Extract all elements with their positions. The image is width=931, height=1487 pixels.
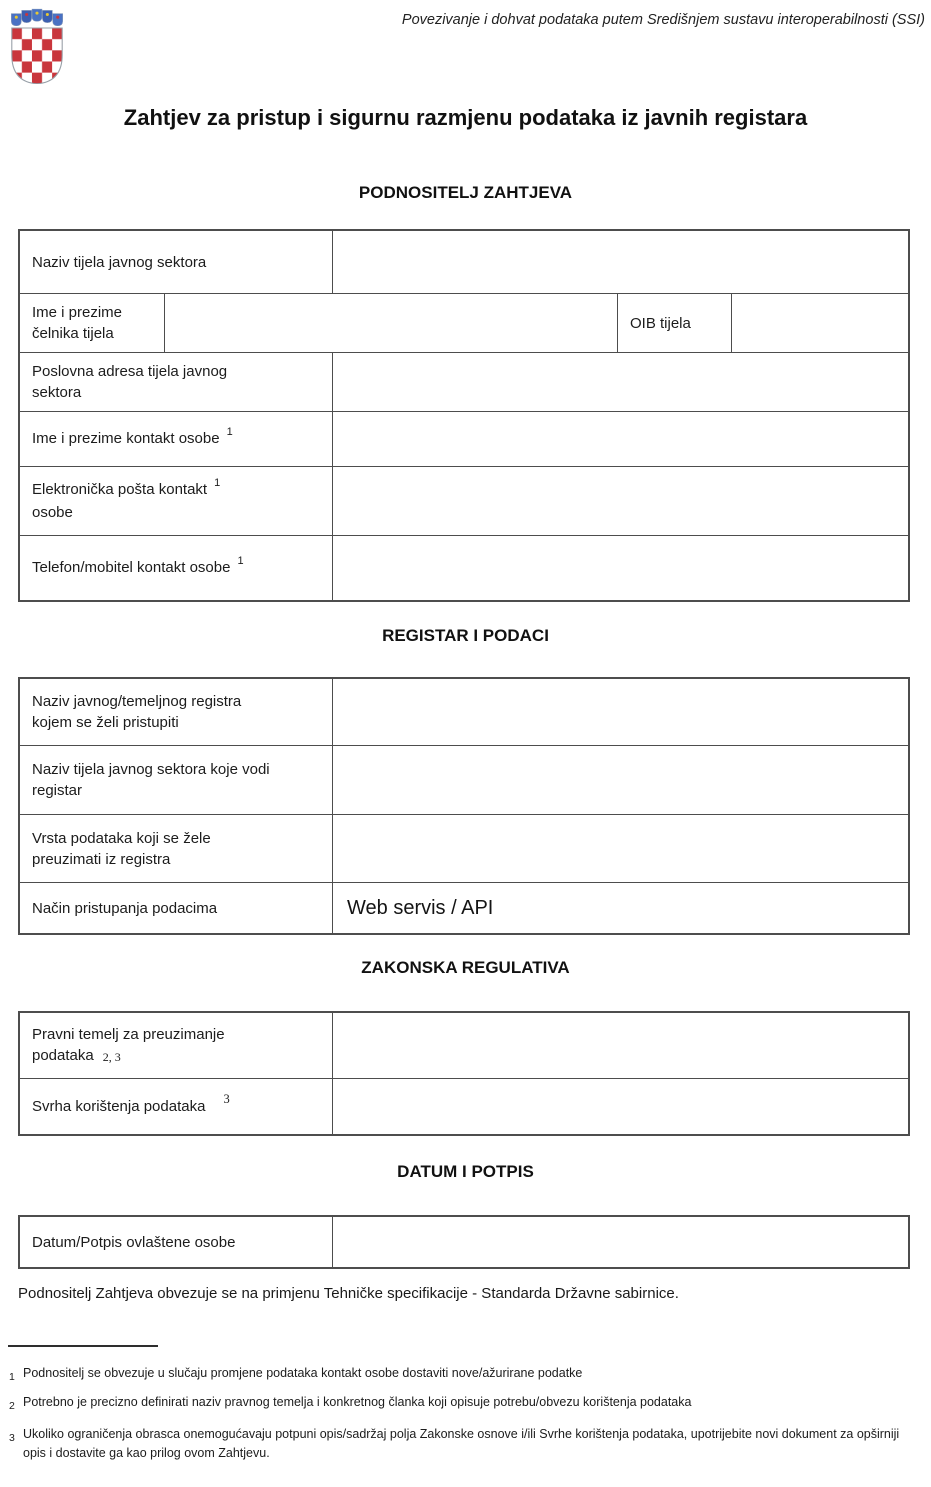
section-heading-zakonska: ZAKONSKA REGULATIVA [361, 958, 570, 977]
table-row [20, 815, 908, 883]
field-value-svrha [333, 1079, 908, 1134]
table-row [20, 353, 908, 412]
footnote-ref: 2, 3 [102, 1050, 121, 1064]
field-value-kontakt-tel [333, 536, 908, 600]
footnote-3: 3 Ukoliko ograničenja obrasca onemogućavaju potpuni opis/sadržaj polja Zakonske osnove i/ili Svrhe korištenja podataka, upotrijebite novi dokument za opširniji opis i dostavite ga kao prilog ovom Zahtjevu. [9, 1427, 900, 1460]
footnote-ref: 1 [226, 425, 233, 438]
footnote-2: 2 Potrebno je precizno definirati naziv pravnog temelja i konkretnog članka koji opisuje potrebu/obvezu korištenja podataka [0, 1393, 917, 1412]
field-value-datum-potpis [333, 1217, 908, 1267]
field-label-kontakt-tel: Telefon/mobitel kontakt osobe $^1$ [20, 536, 333, 600]
table-podnositelj [18, 229, 910, 602]
field-value-naziv-registra [333, 679, 908, 745]
table-row [20, 679, 908, 746]
field-label-naziv-tijela: Naziv tijela javnog sektora [20, 231, 333, 293]
footnote-marker: 2 [9, 1400, 15, 1412]
section-heading-registar: REGISTAR I PODACI [382, 626, 549, 645]
field-label-svrha: Svrha korištenja podataka $^3$ [20, 1079, 333, 1134]
footnote-1: 1 Podnositelj se obvezuje u slučaju promjene podataka kontakt osobe dostaviti nove/ažurirane podatke [0, 1364, 917, 1383]
table-row [20, 746, 908, 815]
field-value-tijelo-registra [333, 746, 908, 814]
field-label-adresa: Poslovna adresa tijela javnog sektora [20, 353, 333, 411]
field-value-celnik [165, 294, 618, 352]
table-row [20, 467, 908, 536]
field-label-vrsta-podataka: Vrsta podataka koji se žele preuzimati iz registra [20, 815, 333, 882]
table-row [20, 294, 908, 353]
table-zakonska [18, 1011, 910, 1136]
field-label-kontakt-ime: Ime i prezime kontakt osobe $^1$ [20, 412, 333, 466]
table-row [20, 1013, 908, 1079]
field-label-celnik: Ime i prezime čelnika tijela [20, 294, 165, 352]
field-value-naziv-tijela [333, 231, 908, 293]
document-tagline: Povezivanje i dohvat podataka putem Središnjem sustavu interoperabilnosti (SSI) [401, 12, 925, 28]
field-value-vrsta-podataka [333, 815, 908, 882]
footnote-marker: 1 [9, 1371, 15, 1383]
footnote-ref: 1 [237, 554, 244, 567]
page-title: Zahtjev za pristup i sigurnu razmjenu podataka iz javnih registara [123, 105, 808, 130]
table-row [20, 1079, 908, 1134]
field-label-pravni-temelj: Pravni temelj za preuzimanje podataka 2, 3 [20, 1013, 333, 1078]
field-label-nacin-pristupa: Način pristupanja podacima [20, 883, 333, 933]
field-label-tijelo-registra: Naziv tijela javnog sektora koje vodi registar [20, 746, 333, 814]
footnote-separator [8, 1345, 158, 1347]
obligation-statement: Podnositelj Zahtjeva obvezuje se na primjenu Tehničke specifikacije - Standarda Državne sabirnice. [18, 1285, 679, 1302]
field-label-naziv-registra: Naziv javnog/temeljnog registra kojem se želi pristupiti [20, 679, 333, 745]
field-value-kontakt-ime [333, 412, 908, 466]
croatia-coat-of-arms-icon [10, 8, 64, 89]
section-heading-podnositelj: PODNOSITELJ ZAHTJEVA [358, 183, 573, 202]
field-value-oib [732, 294, 908, 352]
table-row [20, 1217, 908, 1267]
field-value-adresa [333, 353, 908, 411]
table-row [20, 231, 908, 294]
field-value-kontakt-posta [333, 467, 908, 535]
section-heading-datum: DATUM I POTPIS [397, 1162, 534, 1181]
table-registar [18, 677, 910, 935]
footnote-marker: 3 [9, 1432, 15, 1444]
table-datum [18, 1215, 910, 1269]
field-value-nacin-pristupa: Web servis / API [347, 896, 494, 919]
field-value-pravni-temelj [333, 1013, 908, 1078]
field-label-oib: OIB tijela [618, 294, 732, 352]
footnote-ref: 1 [214, 477, 221, 489]
table-row [20, 883, 908, 933]
table-row [20, 412, 908, 467]
field-label-kontakt-posta: Elektronička pošta kontakt $^1$ osobe [20, 467, 333, 535]
table-row [20, 536, 908, 600]
footnote-ref: 3 [223, 1091, 230, 1106]
field-label-datum-potpis: Datum/Potpis ovlaštene osobe [20, 1217, 333, 1267]
